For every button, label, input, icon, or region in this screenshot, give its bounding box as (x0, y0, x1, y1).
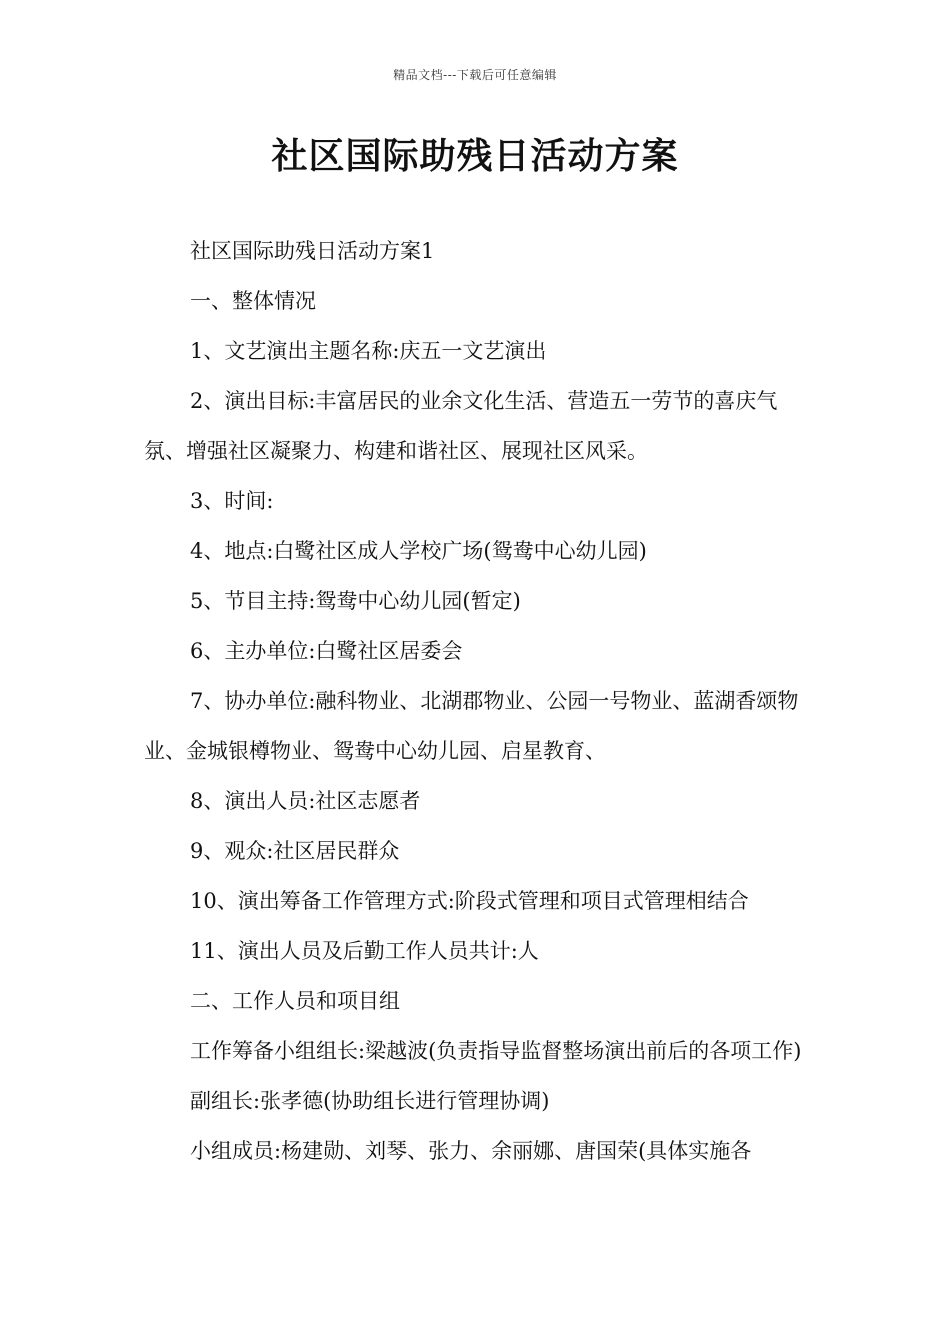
paragraph-item: 10、演出筹备工作管理方式:阶段式管理和项目式管理相结合 (190, 889, 749, 913)
paragraph-item: 4、地点:白鹭社区成人学校广场(鸳鸯中心幼儿园) (190, 539, 647, 563)
paragraph-item: 9、观众:社区居民群众 (190, 839, 400, 863)
paragraph-item: 6、主办单位:白鹭社区居委会 (190, 639, 463, 663)
paragraph-item: 副组长:张孝德(协助组长进行管理协调) (190, 1089, 550, 1113)
paragraph-item: 3、时间: (190, 489, 274, 513)
paragraph-item: 工作筹备小组组长:梁越波(负责指导监督整场演出前后的各项工作) (190, 1039, 802, 1063)
paragraph-item: 5、节目主持:鸳鸯中心幼儿园(暂定) (190, 589, 521, 613)
paragraph-section-heading: 一、整体情况 (190, 289, 316, 313)
paragraph-item: 小组成员:杨建勋、刘琴、张力、余丽娜、唐国荣(具体实施各 (190, 1139, 752, 1163)
document-body (144, 226, 814, 1176)
paragraph-item: 11、演出人员及后勤工作人员共计:人 (190, 939, 539, 963)
paragraph-item: 8、演出人员:社区志愿者 (190, 789, 421, 813)
document-title: 社区国际助残日活动方案 (271, 136, 679, 177)
paragraph-item: 1、文艺演出主题名称:庆五一文艺演出 (190, 339, 547, 363)
paragraph-section-heading: 二、工作人员和项目组 (190, 989, 400, 1013)
paragraph-subtitle: 社区国际助残日活动方案1 (190, 239, 435, 263)
paragraph-item: 2、演出目标:丰富居民的业余文化生活、营造五一劳节的喜庆气氛、增强社区凝聚力、构建和谐社区、展现社区风采。 (144, 389, 778, 463)
header-note: 精品文档---下载后可任意编辑 (393, 68, 557, 82)
paragraph-item: 7、协办单位:融科物业、北湖郡物业、公园一号物业、蓝湖香颂物业、金城银樽物业、鸳鸯中心幼儿园、启星教育、 (144, 689, 799, 763)
